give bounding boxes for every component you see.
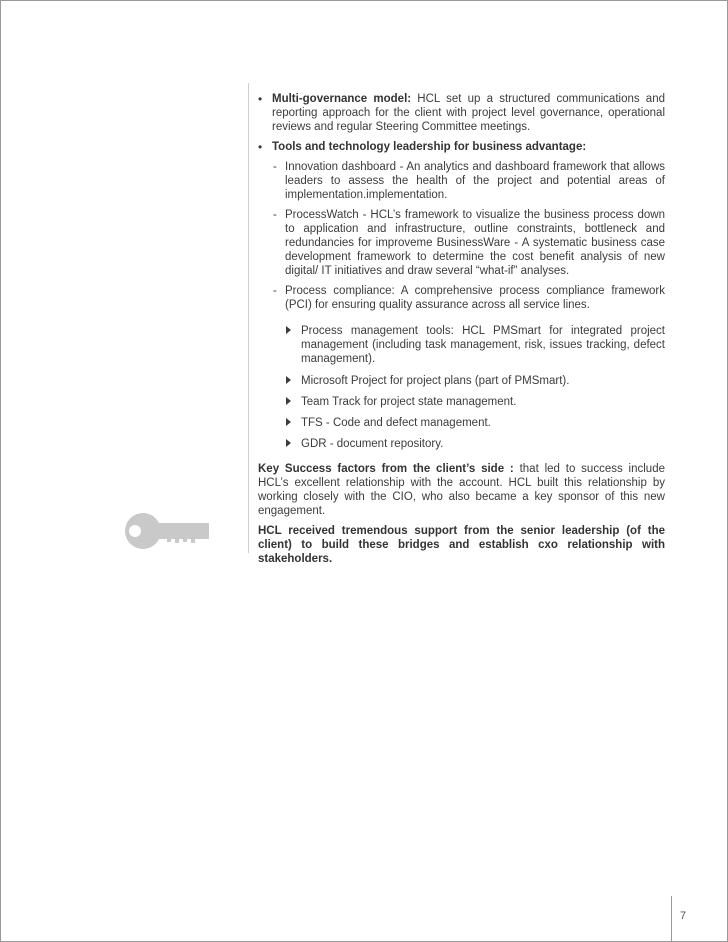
tool-text: Team Track for project state management.	[301, 396, 517, 408]
triangle-bullet-icon	[286, 397, 291, 405]
key-success-text: that led to success include HCL’s excellent relationship with the account. HCL built this relationship by working closely with the CIO, who also became a key sponsor of this new engagement.	[258, 463, 665, 517]
dash-marker: -	[273, 285, 277, 297]
key-success-paragraph	[258, 462, 665, 518]
key-icon	[121, 509, 213, 553]
bullet-text: HCL set up a structured communications and reporting approach for the client with project level governance, operational reviews and regular Steering Committee meetings.	[272, 93, 665, 133]
closing-statement: HCL received tremendous support from the senior leadership (of the client) to build these bridges and establish cxo relationship with stakeholders.	[258, 525, 665, 565]
page-number: 7	[680, 910, 687, 922]
bullet-label: Tools and technology leadership for business advantage:	[272, 141, 587, 153]
dash-marker: -	[273, 209, 277, 221]
bullet-tools	[258, 140, 665, 154]
tool-text: GDR - document repository.	[301, 438, 444, 450]
tools-list	[258, 324, 665, 451]
sub-item-text: ProcessWatch - HCL’s framework to visualize the business process down to application and infrastructure, outline constraints, bottleneck and redundancies for improveme BusinessWare - A systematic business case development framework to determine the cost benefit analysis of new digital/ IT initiatives and draw several “what-if” analyses.	[285, 209, 665, 277]
triangle-bullet-icon	[286, 376, 291, 384]
bullet-label: Multi-governance model:	[272, 93, 412, 105]
sub-item-processwatch	[258, 208, 665, 278]
triangle-bullet-icon	[286, 418, 291, 426]
main-content	[258, 92, 665, 566]
sub-item-text: Innovation dashboard - An analytics and dashboard framework that allows leaders to assess the health of the project and potential areas of implementation.implementation.	[285, 161, 665, 201]
margin-rule	[248, 83, 249, 553]
bullet-dot: •	[258, 140, 263, 154]
sub-item-process-compliance	[258, 284, 665, 312]
sub-item-innovation-dashboard	[258, 160, 665, 202]
bullet-governance	[258, 92, 665, 134]
bullet-dot: •	[258, 92, 263, 106]
triangle-bullet-icon	[286, 439, 291, 447]
dash-marker: -	[273, 161, 277, 173]
tool-item	[285, 437, 665, 451]
tool-item	[285, 324, 665, 366]
sub-item-text: Process compliance: A comprehensive process compliance framework (PCI) for ensuring quality assurance across all service lines.	[285, 285, 665, 311]
tool-text: Microsoft Project for project plans (part of PMSmart).	[301, 375, 570, 387]
tool-text: Process management tools: HCL PMSmart for integrated project management (including task management, risk, issues tracking, defect management).	[301, 325, 665, 365]
tool-text: TFS - Code and defect management.	[301, 417, 491, 429]
key-success-label: Key Success factors from the client’s side :	[258, 463, 514, 475]
tool-item	[285, 416, 665, 430]
tool-item	[285, 395, 665, 409]
footer-rule	[671, 896, 672, 942]
triangle-bullet-icon	[286, 326, 291, 334]
tool-item	[285, 374, 665, 388]
